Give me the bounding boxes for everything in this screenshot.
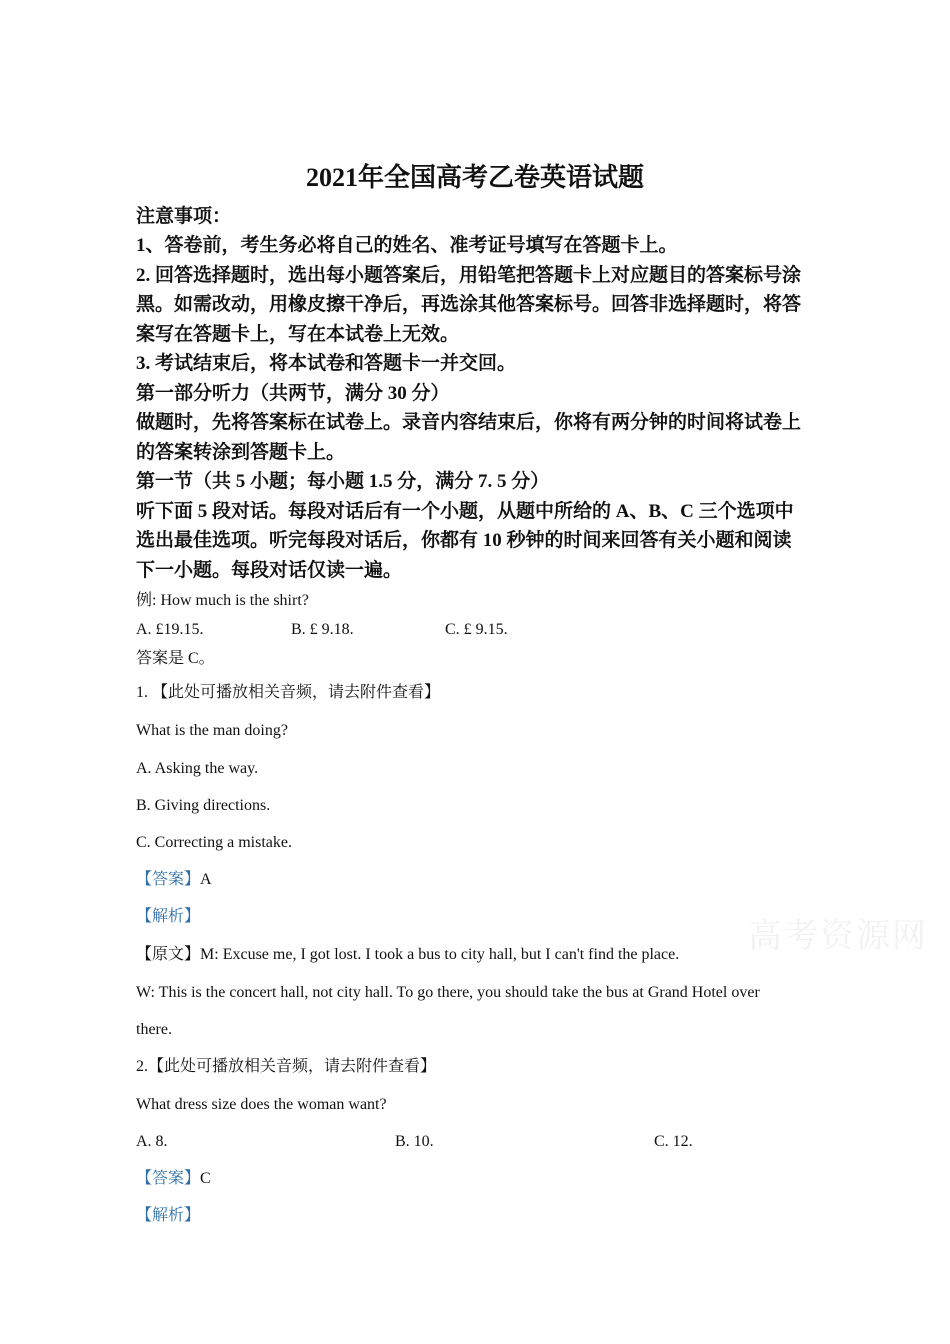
q2-answer-value: C (200, 1170, 211, 1187)
q1-answer-label: 【答案】 (136, 871, 201, 888)
section1-line-3: 下一小题。每段对话仅读一遍。 (136, 560, 403, 581)
watermark: 高考资源网 (748, 916, 928, 956)
q1-option-c: C. Correcting a mistake. (136, 834, 292, 851)
q2-answer-label: 【答案】 (136, 1170, 201, 1187)
q1-answer-value: A (200, 871, 212, 888)
q1-option-a: A. Asking the way. (136, 760, 259, 777)
section1-line-2: 选出最佳选项。听完每段对话后，你都有 10 秒钟的时间来回答有关小题和阅读 (136, 530, 792, 551)
q2-options (136, 1131, 816, 1153)
q1-transcript-m-text: M: Excuse me, I got lost. I took a bus to city hall, but I can't find the place. (200, 946, 680, 963)
q1-option-b: B. Giving directions. (136, 797, 271, 814)
notice-line-3: 黑。如需改动，用橡皮擦干净后，再选涂其他答案标号。回答非选择题时，将答 (136, 294, 802, 315)
q1-answer (136, 869, 816, 891)
example-option-a: A. £19.15. (136, 621, 204, 638)
notice-heading: 注意事项： (136, 206, 232, 227)
q1-audio-note[interactable]: 1. 【此处可播放相关音频，请去附件查看】 (136, 684, 441, 701)
q2-option-c: C. 12. (654, 1133, 693, 1150)
notice-line-4: 案写在答题卡上，写在本试卷上无效。 (136, 324, 460, 345)
q1-question: What is the man doing? (136, 722, 288, 739)
notice-line-1: 1、答卷前，考生务必将自己的姓名、准考证号填写在答题卡上。 (136, 235, 678, 256)
q1-analysis-label: 【解析】 (136, 908, 201, 925)
q2-answer (136, 1168, 816, 1190)
page-title: 2021年全国高考乙卷英语试题 (305, 163, 644, 192)
notice-line-5: 3. 考试结束后，将本试卷和答题卡一并交回。 (136, 353, 517, 374)
example-question: 例: How much is the shirt? (136, 592, 309, 609)
part1-heading: 第一部分听力（共两节，满分 30 分） (136, 383, 450, 404)
example-answer: 答案是 C。 (136, 650, 215, 667)
q2-option-b: B. 10. (395, 1133, 434, 1150)
example-options (136, 619, 816, 641)
q2-analysis-label: 【解析】 (136, 1207, 201, 1224)
example-option-c: C. £ 9.15. (445, 621, 508, 638)
notice-line-2: 2. 回答选择题时，选出每小题答案后，用铅笔把答题卡上对应题目的答案标号涂 (136, 265, 802, 286)
q1-transcript-m (136, 944, 816, 966)
q1-transcript-w2: there. (136, 1021, 172, 1038)
q1-transcript-w1: W: This is the concert hall, not city hall. To go there, you should take the bus at Grand Hotel over (136, 984, 760, 1001)
q2-option-a: A. 8. (136, 1133, 168, 1150)
section1-heading: 第一节（共 5 小题；每小题 1.5 分，满分 7. 5 分） (136, 471, 550, 492)
q2-question: What dress size does the woman want? (136, 1096, 387, 1113)
example-option-b: B. £ 9.18. (291, 621, 354, 638)
q1-transcript-label: 【原文】 (136, 946, 201, 963)
part1-intro-1: 做题时，先将答案标在试卷上。录音内容结束后，你将有两分钟的时间将试卷上 (136, 412, 802, 433)
part1-intro-2: 的答案转涂到答题卡上。 (136, 442, 346, 463)
section1-line-1: 听下面 5 段对话。每段对话后有一个小题，从题中所给的 A、B、C 三个选项中 (136, 501, 794, 522)
q2-audio-note[interactable]: 2.【此处可播放相关音频，请去附件查看】 (136, 1058, 437, 1075)
